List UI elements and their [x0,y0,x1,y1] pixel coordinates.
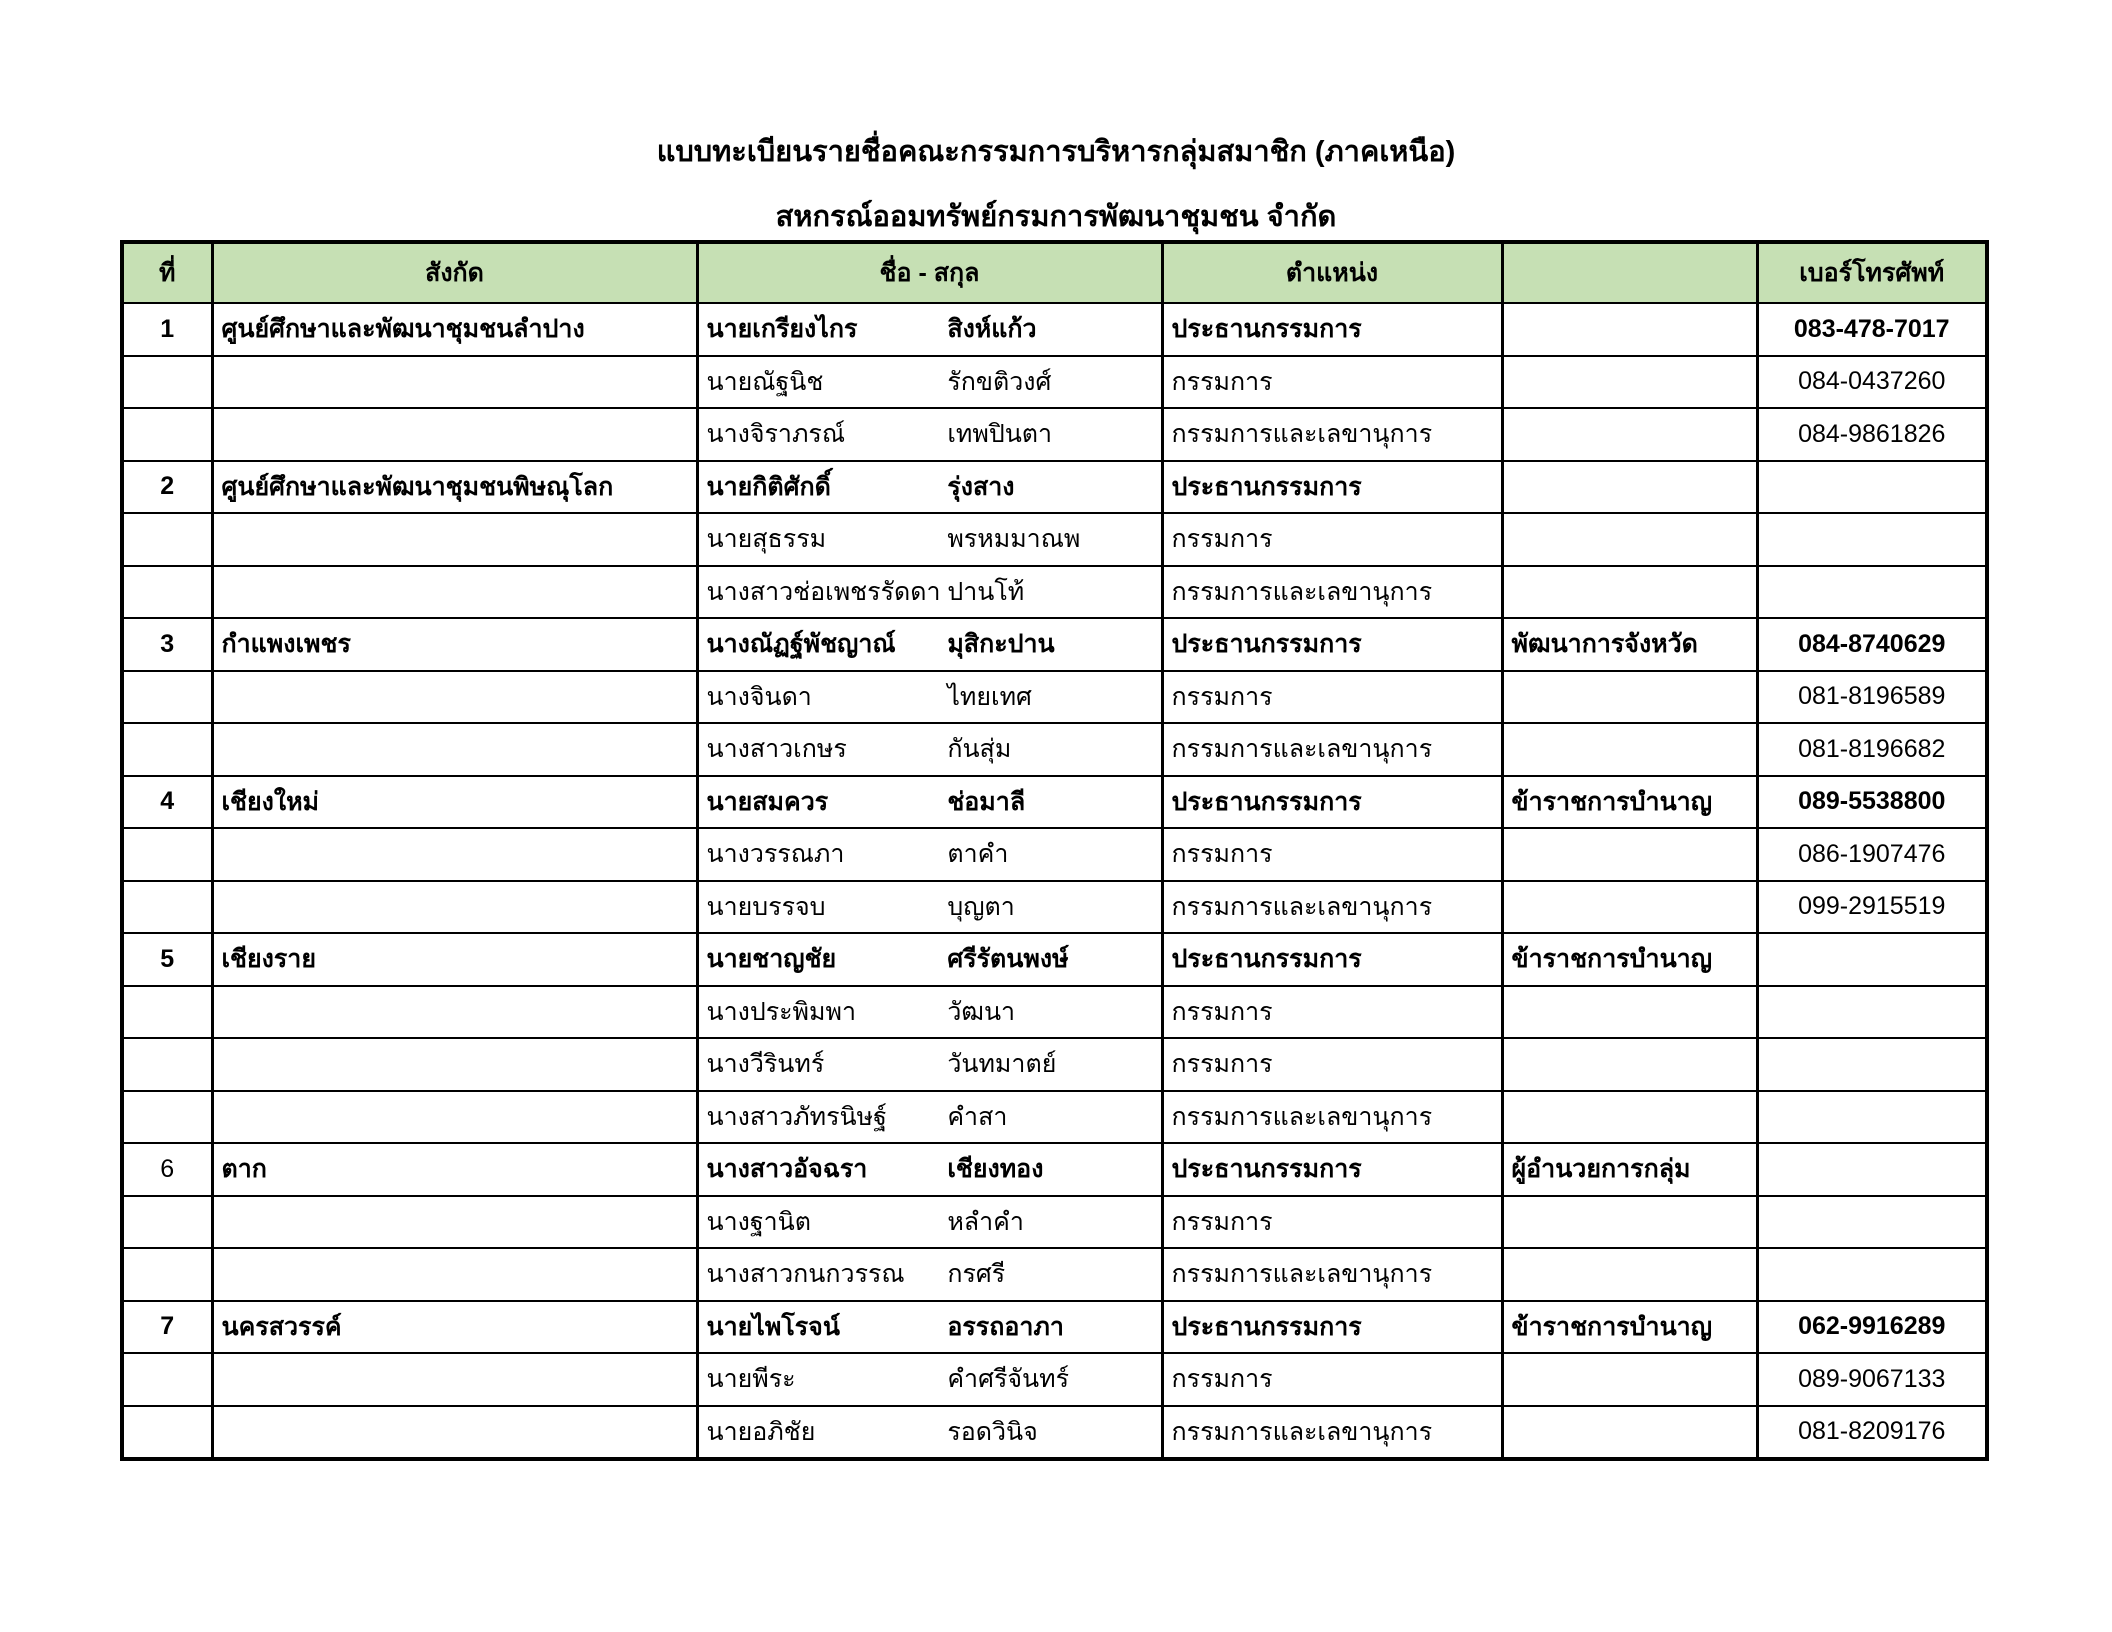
page-subtitle: สหกรณ์ออมทรัพย์กรมการพัฒนาชุมชน จำกัด [775,201,1337,233]
first-name: นางสาวภัทรนิษฐ์ [706,1102,887,1131]
page-title: แบบทะเบียนรายชื่อคณะกรรมการบริหารกลุ่มสมาชิก (ภาคเหนือ) [656,136,1456,168]
position-cell: กรรมการและเลขานุการ [1162,1091,1502,1144]
table-row [122,1143,1987,1196]
affiliation-cell: นครสวรรค์ [212,1301,697,1354]
affiliation-cell [212,1196,697,1249]
name-cell [697,986,1162,1039]
first-name: นายสมควร [706,787,829,816]
row-number-cell [122,1038,212,1091]
last-name: รุ่งสาง [947,472,1015,501]
first-name: นางสาวเกษร [706,735,847,764]
affiliation-cell: กำแพงเพชร [212,618,697,671]
last-name: เชียงทอง [947,1155,1044,1184]
row-number-cell [122,986,212,1039]
first-name: นางสาวกนกวรรณ [706,1260,905,1289]
affiliation-cell [212,1353,697,1406]
table-row [122,986,1987,1039]
row-number-cell [122,671,212,724]
row-number-cell [122,881,212,934]
table-row [122,1406,1987,1460]
phone-cell [1757,461,1987,514]
occupation-cell: ข้าราชการบำนาญ [1502,776,1757,829]
name-cell [697,933,1162,986]
col-header-phone: เบอร์โทรศัพท์ [1757,242,1987,303]
position-cell: กรรมการและเลขานุการ [1162,1406,1502,1460]
occupation-cell [1502,303,1757,356]
last-name: หลำคำ [947,1207,1024,1236]
affiliation-cell [212,1406,697,1460]
last-name: สิงห์แก้ว [947,315,1037,344]
last-name: กันสุ่ม [947,735,1012,764]
first-name: นายสุธรรม [706,525,827,554]
affiliation-cell [212,723,697,776]
row-number-cell [122,1091,212,1144]
last-name: อรรถอาภา [947,1312,1064,1341]
name-cell [697,1301,1162,1354]
last-name: ปานโท้ [947,577,1025,606]
phone-cell: 081-8209176 [1757,1406,1987,1460]
phone-cell [1757,1038,1987,1091]
affiliation-cell [212,881,697,934]
col-header-no: ที่ [122,242,212,303]
last-name: บุญตา [947,892,1015,921]
last-name: ศรีรัตนพงษ์ [947,945,1069,974]
table-row [122,933,1987,986]
table-row [122,566,1987,619]
name-cell [697,1091,1162,1144]
first-name: นางจินดา [706,682,812,711]
phone-cell [1757,566,1987,619]
position-cell: กรรมการ [1162,1196,1502,1249]
occupation-cell: ผู้อำนวยการกลุ่ม [1502,1143,1757,1196]
first-name: นางสาวช่อเพชรรัดดา [706,577,941,606]
row-number-cell: 7 [122,1301,212,1354]
affiliation-cell [212,356,697,409]
last-name: กรศรี [947,1260,1006,1289]
table-row [122,1353,1987,1406]
col-header-position: ตำแหน่ง [1162,242,1502,303]
last-name: วันทมาตย์ [947,1050,1057,1079]
name-cell [697,671,1162,724]
phone-cell: 084-9861826 [1757,408,1987,461]
row-number-cell [122,1353,212,1406]
table-row [122,828,1987,881]
phone-cell: 099-2915519 [1757,881,1987,934]
name-cell [697,723,1162,776]
table-row [122,1196,1987,1249]
occupation-cell [1502,1248,1757,1301]
position-cell: ประธานกรรมการ [1162,461,1502,514]
first-name: นายบรรจบ [706,892,826,921]
position-cell: กรรมการ [1162,671,1502,724]
affiliation-cell: เชียงใหม่ [212,776,697,829]
affiliation-cell [212,1091,697,1144]
first-name: นางวรรณภา [706,840,845,869]
first-name: นายณัฐนิช [706,367,824,396]
name-cell [697,1248,1162,1301]
table-row [122,1301,1987,1354]
phone-cell: 081-8196682 [1757,723,1987,776]
affiliation-cell: ศูนย์ศึกษาและพัฒนาชุมชนลำปาง [212,303,697,356]
phone-cell: 089-5538800 [1757,776,1987,829]
name-cell [697,1406,1162,1460]
phone-cell [1757,1248,1987,1301]
first-name: นายอภิชัย [706,1417,816,1446]
header-row [122,242,1987,303]
affiliation-cell [212,408,697,461]
table-row [122,776,1987,829]
occupation-cell [1502,986,1757,1039]
phone-cell: 084-0437260 [1757,356,1987,409]
table-row [122,618,1987,671]
affiliation-cell: ตาก [212,1143,697,1196]
occupation-cell: ข้าราชการบำนาญ [1502,933,1757,986]
position-cell: กรรมการและเลขานุการ [1162,1248,1502,1301]
phone-cell [1757,933,1987,986]
occupation-cell: พัฒนาการจังหวัด [1502,618,1757,671]
phone-cell: 089-9067133 [1757,1353,1987,1406]
table-row [122,408,1987,461]
row-number-cell: 5 [122,933,212,986]
last-name: พรหมมาณพ [947,525,1081,554]
occupation-cell [1502,1038,1757,1091]
first-name: นางจิราภรณ์ [706,420,846,449]
row-number-cell [122,408,212,461]
last-name: ตาคำ [947,840,1009,869]
occupation-cell [1502,356,1757,409]
name-cell [697,828,1162,881]
first-name: นายชาญชัย [706,945,837,974]
affiliation-cell [212,566,697,619]
col-header-affiliation: สังกัด [212,242,697,303]
position-cell: กรรมการและเลขานุการ [1162,566,1502,619]
phone-cell: 086-1907476 [1757,828,1987,881]
name-cell [697,566,1162,619]
phone-cell: 083-478-7017 [1757,303,1987,356]
position-cell: กรรมการและเลขานุการ [1162,881,1502,934]
table-row [122,513,1987,566]
affiliation-cell: ศูนย์ศึกษาและพัฒนาชุมชนพิษณุโลก [212,461,697,514]
position-cell: กรรมการ [1162,1038,1502,1091]
col-header-occupation [1502,242,1757,303]
phone-cell [1757,1091,1987,1144]
last-name: มุสิกะปาน [947,630,1055,659]
row-number-cell [122,356,212,409]
affiliation-cell [212,1248,697,1301]
table-row [122,723,1987,776]
occupation-cell [1502,671,1757,724]
occupation-cell [1502,1196,1757,1249]
row-number-cell [122,1248,212,1301]
phone-cell: 084-8740629 [1757,618,1987,671]
affiliation-cell: เชียงราย [212,933,697,986]
first-name: นางวีรินทร์ [706,1050,825,1079]
last-name: วัฒนา [947,997,1016,1026]
table-row [122,881,1987,934]
occupation-cell [1502,881,1757,934]
occupation-cell [1502,513,1757,566]
occupation-cell [1502,408,1757,461]
affiliation-cell [212,828,697,881]
committee-registry-table [120,240,1989,1461]
row-number-cell [122,828,212,881]
name-cell [697,1038,1162,1091]
first-name: นายไพโรจน์ [706,1312,840,1341]
last-name: รอดวินิจ [947,1417,1038,1446]
row-number-cell: 4 [122,776,212,829]
phone-cell [1757,986,1987,1039]
table-row [122,461,1987,514]
row-number-cell: 3 [122,618,212,671]
first-name: นายเกรียงไกร [706,315,858,344]
table-row [122,1038,1987,1091]
name-cell [697,461,1162,514]
row-number-cell [122,1406,212,1460]
name-cell [697,776,1162,829]
name-cell [697,881,1162,934]
table-row [122,671,1987,724]
row-number-cell: 2 [122,461,212,514]
row-number-cell: 6 [122,1143,212,1196]
position-cell: ประธานกรรมการ [1162,933,1502,986]
last-name: คำสา [947,1102,1008,1131]
first-name: นางฐานิต [706,1207,811,1236]
name-cell [697,303,1162,356]
position-cell: ประธานกรรมการ [1162,303,1502,356]
phone-cell: 081-8196589 [1757,671,1987,724]
occupation-cell [1502,828,1757,881]
position-cell: กรรมการ [1162,986,1502,1039]
name-cell [697,618,1162,671]
col-header-name: ชื่อ - สกุล [697,242,1162,303]
row-number-cell [122,513,212,566]
position-cell: กรรมการและเลขานุการ [1162,408,1502,461]
name-cell [697,1353,1162,1406]
table-row [122,1091,1987,1144]
affiliation-cell [212,513,697,566]
position-cell: กรรมการ [1162,1353,1502,1406]
first-name: นางประพิมพา [706,997,857,1026]
position-cell: กรรมการ [1162,828,1502,881]
first-name: นายพีระ [706,1365,796,1394]
last-name: เทพปินตา [947,420,1053,449]
name-cell [697,513,1162,566]
occupation-cell [1502,461,1757,514]
phone-cell [1757,1196,1987,1249]
position-cell: ประธานกรรมการ [1162,776,1502,829]
name-cell [697,408,1162,461]
last-name: ไทยเทศ [947,682,1032,711]
occupation-cell [1502,1091,1757,1144]
occupation-cell [1502,1353,1757,1406]
table-body [122,303,1987,1459]
affiliation-cell [212,1038,697,1091]
last-name: คำศรีจันทร์ [947,1365,1070,1394]
phone-cell [1757,513,1987,566]
occupation-cell [1502,1406,1757,1460]
position-cell: กรรมการ [1162,356,1502,409]
table-row [122,303,1987,356]
affiliation-cell [212,671,697,724]
phone-cell: 062-9916289 [1757,1301,1987,1354]
name-cell [697,356,1162,409]
last-name: รักขติวงศ์ [947,367,1052,396]
position-cell: ประธานกรรมการ [1162,618,1502,671]
table-row [122,356,1987,409]
occupation-cell [1502,566,1757,619]
position-cell: ประธานกรรมการ [1162,1143,1502,1196]
position-cell: กรรมการ [1162,513,1502,566]
affiliation-cell [212,986,697,1039]
table-row [122,1248,1987,1301]
occupation-cell [1502,723,1757,776]
position-cell: ประธานกรรมการ [1162,1301,1502,1354]
first-name: นางณัฏฐ์พัชญาณ์ [706,630,896,659]
phone-cell [1757,1143,1987,1196]
first-name: นายกิติศักดิ์ [706,472,831,501]
row-number-cell [122,1196,212,1249]
position-cell: กรรมการและเลขานุการ [1162,723,1502,776]
name-cell [697,1196,1162,1249]
row-number-cell [122,566,212,619]
last-name: ช่อมาลี [947,787,1026,816]
row-number-cell [122,723,212,776]
name-cell [697,1143,1162,1196]
row-number-cell: 1 [122,303,212,356]
first-name: นางสาวอัจฉรา [706,1155,868,1184]
occupation-cell: ข้าราชการบำนาญ [1502,1301,1757,1354]
